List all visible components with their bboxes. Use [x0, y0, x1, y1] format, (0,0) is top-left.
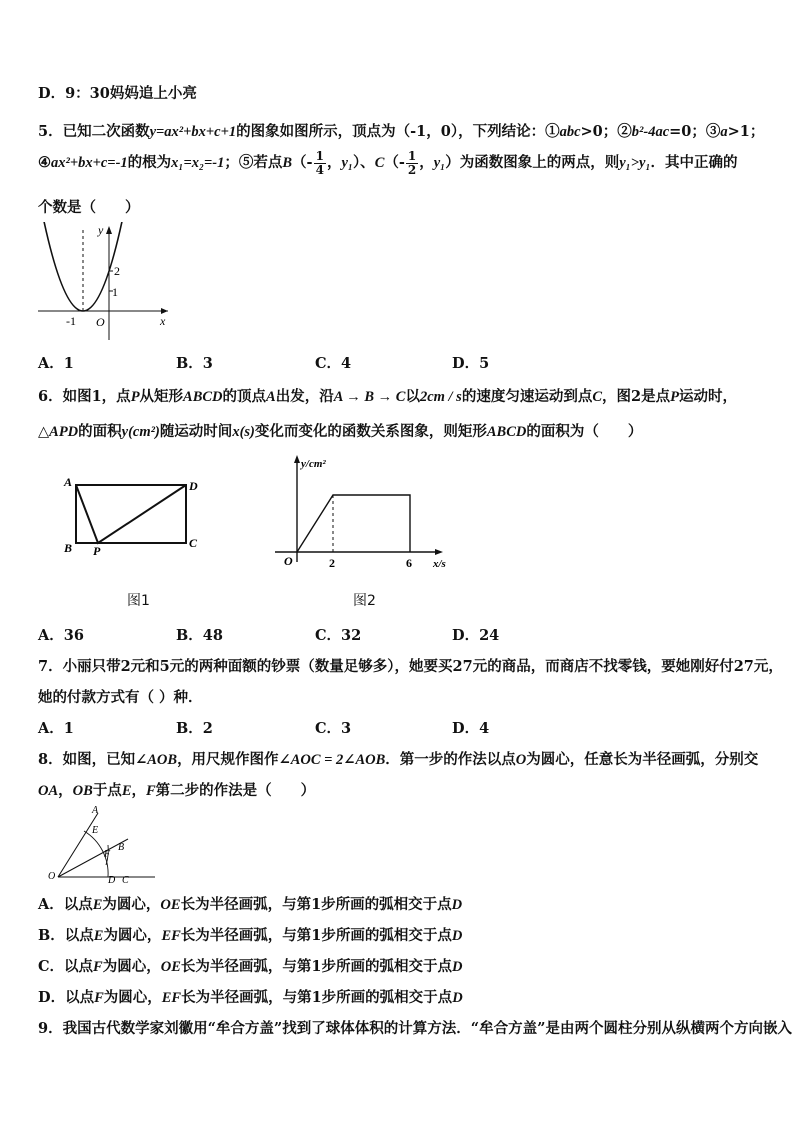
q7-option-a[interactable]: A．1 — [38, 720, 74, 737]
q6-figure2-area-graph — [270, 452, 460, 572]
q6-figure1-rectangle — [58, 470, 208, 560]
q5-tick-neg1: -1 — [66, 314, 76, 328]
q8-label-c: C — [122, 875, 129, 885]
q5-option-c[interactable]: C．4 — [315, 355, 352, 372]
q6-fig2-origin: O — [284, 554, 293, 568]
q7-line1: 7．小丽只带2元和5元的两种面额的钞票（数量足够多），她要买27元的商品，而商店不找零钱，要她刚好付27元， — [38, 658, 783, 675]
q6-option-c[interactable]: C．32 — [315, 627, 362, 644]
q6-option-b[interactable]: B．48 — [176, 627, 223, 644]
q8-angle-figure — [40, 805, 160, 885]
q8-label-o: O — [48, 871, 56, 882]
q7-option-d[interactable]: D．4 — [452, 720, 490, 737]
q7-option-b[interactable]: B．2 — [176, 720, 213, 737]
q8-label-d: D — [108, 875, 116, 885]
q5-x-axis-label: x — [160, 314, 166, 328]
q7-option-c[interactable]: C．3 — [315, 720, 352, 737]
q5-option-b[interactable]: B．3 — [176, 355, 213, 372]
q5-line1: 5．已知二次函数y=ax²+bx+c+1的图象如图所示，顶点为（-1，0），下列结论：①abc>0；②b²-4ac=0；③a>1； — [38, 123, 765, 140]
q6-fig2-tick-6: 6 — [406, 556, 412, 570]
q6-fig1-label-c: C — [189, 536, 198, 550]
q5-option-d[interactable]: D．5 — [452, 355, 490, 372]
q8-label-e: E — [92, 825, 99, 836]
q5-option-a[interactable]: A．1 — [38, 355, 74, 372]
q6-option-a[interactable]: A．36 — [38, 627, 84, 644]
q6-fig1-label-b: B — [64, 541, 73, 555]
q5-parabola-graph — [36, 222, 176, 342]
q8-line1: 8．如图，已知∠AOB，用尺规作图作∠AOC = 2∠AOB．第一步的作法以点O为圆心，任意长为半径画弧，分别交 — [38, 751, 759, 768]
q8-option-b[interactable]: B．以点E为圆心，EF长为半径画弧，与第1步所画的弧相交于点D — [38, 927, 463, 944]
q8-option-d[interactable]: D．以点F为圆心，EF长为半径画弧，与第1步所画的弧相交于点D — [38, 989, 463, 1006]
q8-option-c[interactable]: C．以点F为圆心，OE长为半径画弧，与第1步所画的弧相交于点D — [38, 958, 463, 975]
q6-fig1-label-d: D — [189, 479, 198, 493]
q8-option-a[interactable]: A．以点E为圆心，OE长为半径画弧，与第1步所画的弧相交于点D — [38, 896, 463, 913]
q6-fig2-tick-2: 2 — [329, 556, 335, 570]
q5-tick-1: 1 — [112, 285, 118, 299]
q6-fig2-x-label: x/s — [433, 558, 446, 570]
q8-label-a: A — [92, 805, 99, 816]
q8-line2: OA，OB于点E，F第二步的作法是（ ） — [38, 782, 316, 799]
fraction-half: $\frac{1}{2}$ — [407, 149, 417, 177]
q7-line2: 她的付款方式有（ ）种． — [38, 689, 203, 706]
q5-line3: 个数是（ ） — [38, 199, 140, 216]
q6-fig1-label-a: A — [64, 475, 73, 489]
q5-line2: ④ax²+bx+c=-1的根为x₁=x₂=-1；⑤若点B（- $\frac{1}{4}$ ，y₁）、C（- $\frac{1}{2}$ ，y₁）为函数图象上的两点，则y₁>y₁．其中正确的 — [38, 149, 738, 177]
q6-line2: △APD的面积y(cm²)随运动时间x(s)变化而变化的函数关系图象，则矩形ABCD的面积为（ ） — [38, 423, 643, 440]
q6-fig2-caption: 图2 — [353, 593, 376, 609]
q6-fig2-y-label: y/cm² — [301, 458, 326, 470]
q8-label-f: F — [104, 849, 111, 860]
q6-option-d[interactable]: D．24 — [452, 627, 500, 644]
q8-label-b: B — [118, 842, 125, 853]
q5-tick-2: 2 — [114, 264, 120, 278]
q6-fig1-label-p: P — [93, 544, 101, 558]
fraction-quarter: $\frac{1}{4}$ — [315, 149, 324, 177]
q6-line1: 6．如图1，点P从矩形ABCD的顶点A出发，沿A → B → C以2cm / s的速度匀速运动到点C，图2是点P运动时， — [38, 388, 737, 405]
q6-fig1-caption: 图1 — [127, 593, 150, 609]
q4-option-d: D．9：30妈妈追上小亮 — [38, 85, 197, 102]
q9-line1: 9．我国古代数学家刘徽用“牟合方盖”找到了球体体积的计算方法．“牟合方盖”是由两个圆柱分别从纵横两个方向嵌入 — [38, 1020, 792, 1037]
q5-origin-label: O — [96, 315, 105, 329]
q5-y-axis-label: y — [98, 223, 104, 237]
